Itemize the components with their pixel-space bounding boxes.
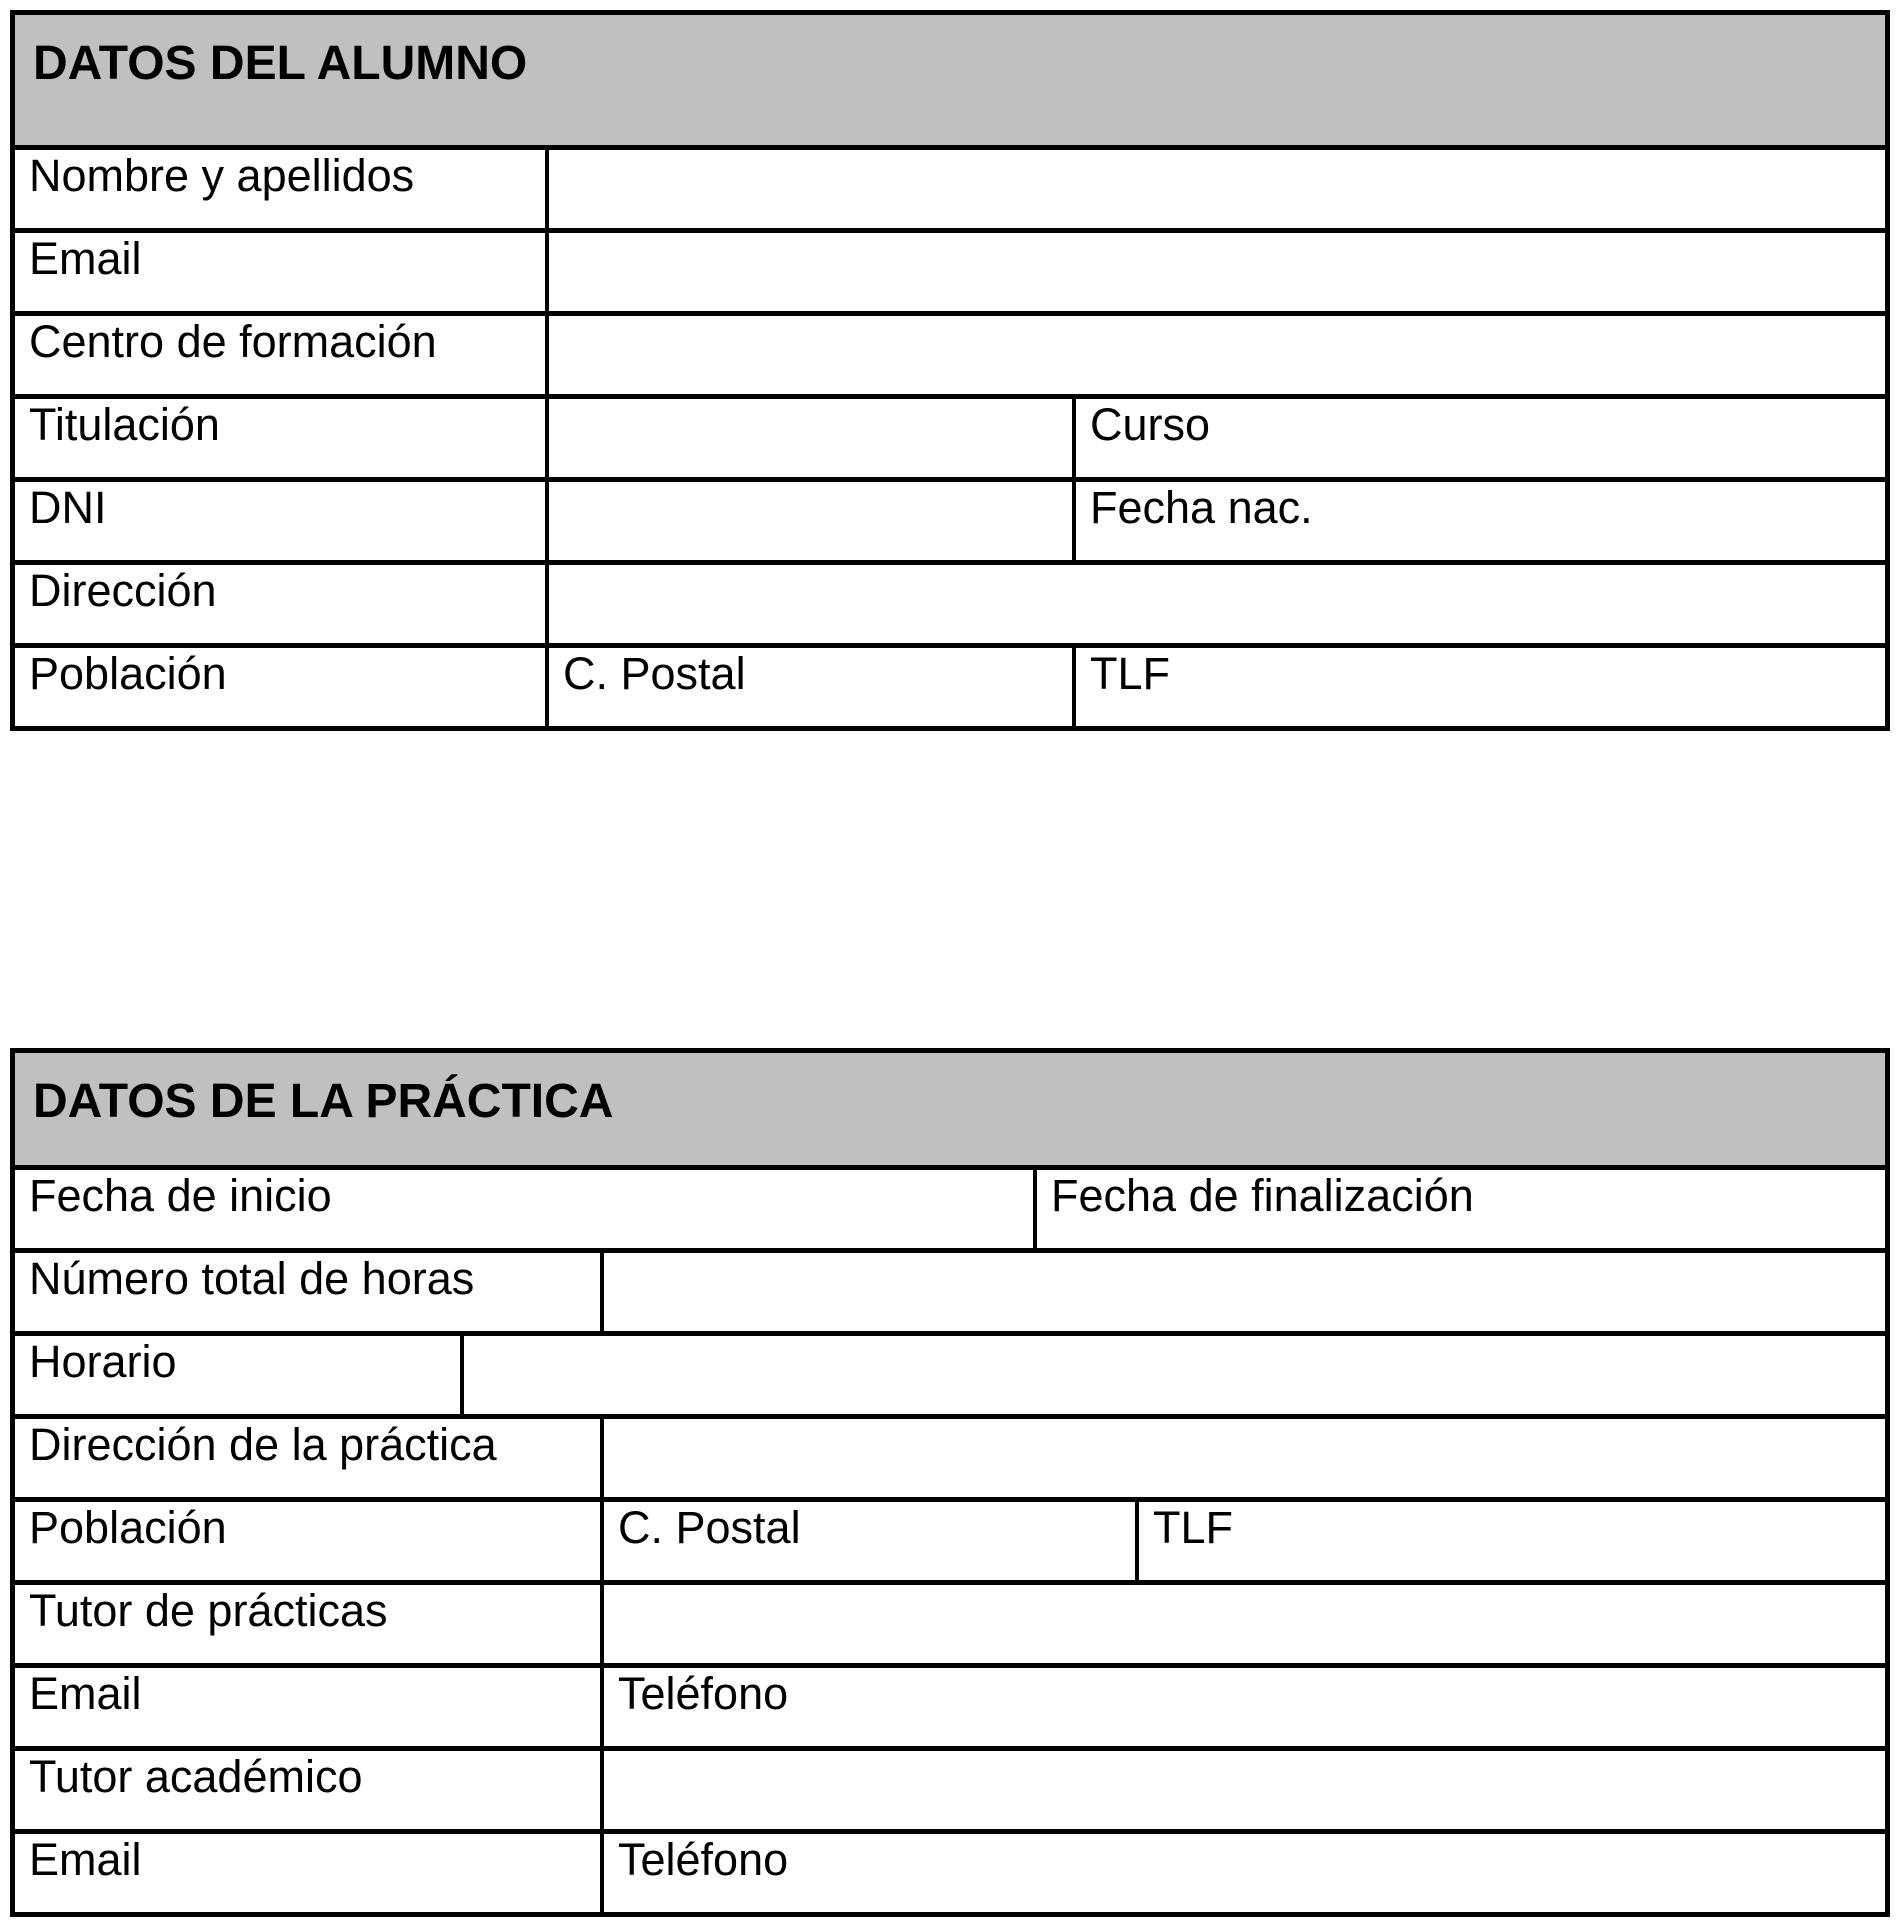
value-dni[interactable] bbox=[545, 482, 1072, 560]
value-tutor-practicas[interactable] bbox=[600, 1585, 1885, 1663]
label-email-tutor-academico: Email bbox=[29, 1834, 142, 1885]
row-numero-horas bbox=[15, 1253, 1885, 1336]
row-direccion-alumno bbox=[15, 565, 1885, 648]
cell-tlf-alumno[interactable]: TLF bbox=[1072, 648, 1885, 726]
label-tutor-academico: Tutor académico bbox=[29, 1751, 363, 1802]
student-data-table-title: DATOS DEL ALUMNO bbox=[15, 15, 1885, 150]
value-numero-horas[interactable] bbox=[600, 1253, 1885, 1331]
label-poblacion-alumno: Población bbox=[29, 648, 227, 699]
row-dni-fecha-nac bbox=[15, 482, 1885, 565]
cell-fecha-inicio[interactable]: Fecha de inicio bbox=[29, 1170, 332, 1221]
row-email-alumno bbox=[15, 233, 1885, 316]
label-centro-formacion: Centro de formación bbox=[29, 316, 437, 367]
cell-c-postal-alumno[interactable]: C. Postal bbox=[545, 648, 1072, 726]
internship-data-table-title: DATOS DE LA PRÁCTICA bbox=[15, 1053, 1885, 1170]
label-direccion-alumno: Dirección bbox=[29, 565, 217, 616]
cell-telefono-tutor-practicas[interactable]: Teléfono bbox=[600, 1668, 1885, 1746]
row-direccion-practica bbox=[15, 1419, 1885, 1502]
student-data-table bbox=[10, 10, 1890, 731]
row-poblacion-practica bbox=[15, 1502, 1885, 1585]
label-email-tutor-practicas: Email bbox=[29, 1668, 142, 1719]
cell-c-postal-practica[interactable]: C. Postal bbox=[600, 1502, 1135, 1580]
label-tutor-practicas: Tutor de prácticas bbox=[29, 1585, 388, 1636]
row-email-tutor-practicas bbox=[15, 1668, 1885, 1751]
value-tutor-academico[interactable] bbox=[600, 1751, 1885, 1829]
row-fechas-practica bbox=[15, 1170, 1885, 1253]
row-nombre-apellidos bbox=[15, 150, 1885, 233]
cell-fecha-finalizacion[interactable]: Fecha de finalización bbox=[1033, 1170, 1885, 1248]
value-direccion-alumno[interactable] bbox=[545, 565, 1885, 643]
label-dni: DNI bbox=[29, 482, 107, 533]
row-centro-formacion bbox=[15, 316, 1885, 399]
value-titulacion[interactable] bbox=[545, 399, 1072, 477]
label-numero-horas: Número total de horas bbox=[29, 1253, 475, 1304]
label-email-alumno: Email bbox=[29, 233, 142, 284]
cell-curso[interactable]: Curso bbox=[1072, 399, 1885, 477]
label-poblacion-practica: Población bbox=[29, 1502, 227, 1553]
label-horario: Horario bbox=[29, 1336, 177, 1387]
value-centro-formacion[interactable] bbox=[545, 316, 1885, 394]
label-nombre-apellidos: Nombre y apellidos bbox=[29, 150, 415, 201]
value-nombre-apellidos[interactable] bbox=[545, 150, 1885, 228]
internship-data-table bbox=[10, 1048, 1890, 1917]
value-direccion-practica[interactable] bbox=[600, 1419, 1885, 1497]
row-tutor-practicas bbox=[15, 1585, 1885, 1668]
row-poblacion-alumno bbox=[15, 648, 1885, 726]
value-horario[interactable] bbox=[460, 1336, 1885, 1414]
cell-tlf-practica[interactable]: TLF bbox=[1135, 1502, 1885, 1580]
value-email-alumno[interactable] bbox=[545, 233, 1885, 311]
row-tutor-academico bbox=[15, 1751, 1885, 1834]
cell-fecha-nac[interactable]: Fecha nac. bbox=[1072, 482, 1885, 560]
row-email-tutor-academico bbox=[15, 1834, 1885, 1912]
label-titulacion: Titulación bbox=[29, 399, 220, 450]
label-direccion-practica: Dirección de la práctica bbox=[29, 1419, 497, 1470]
cell-telefono-tutor-academico[interactable]: Teléfono bbox=[600, 1834, 1885, 1912]
row-horario bbox=[15, 1336, 1885, 1419]
row-titulacion-curso bbox=[15, 399, 1885, 482]
